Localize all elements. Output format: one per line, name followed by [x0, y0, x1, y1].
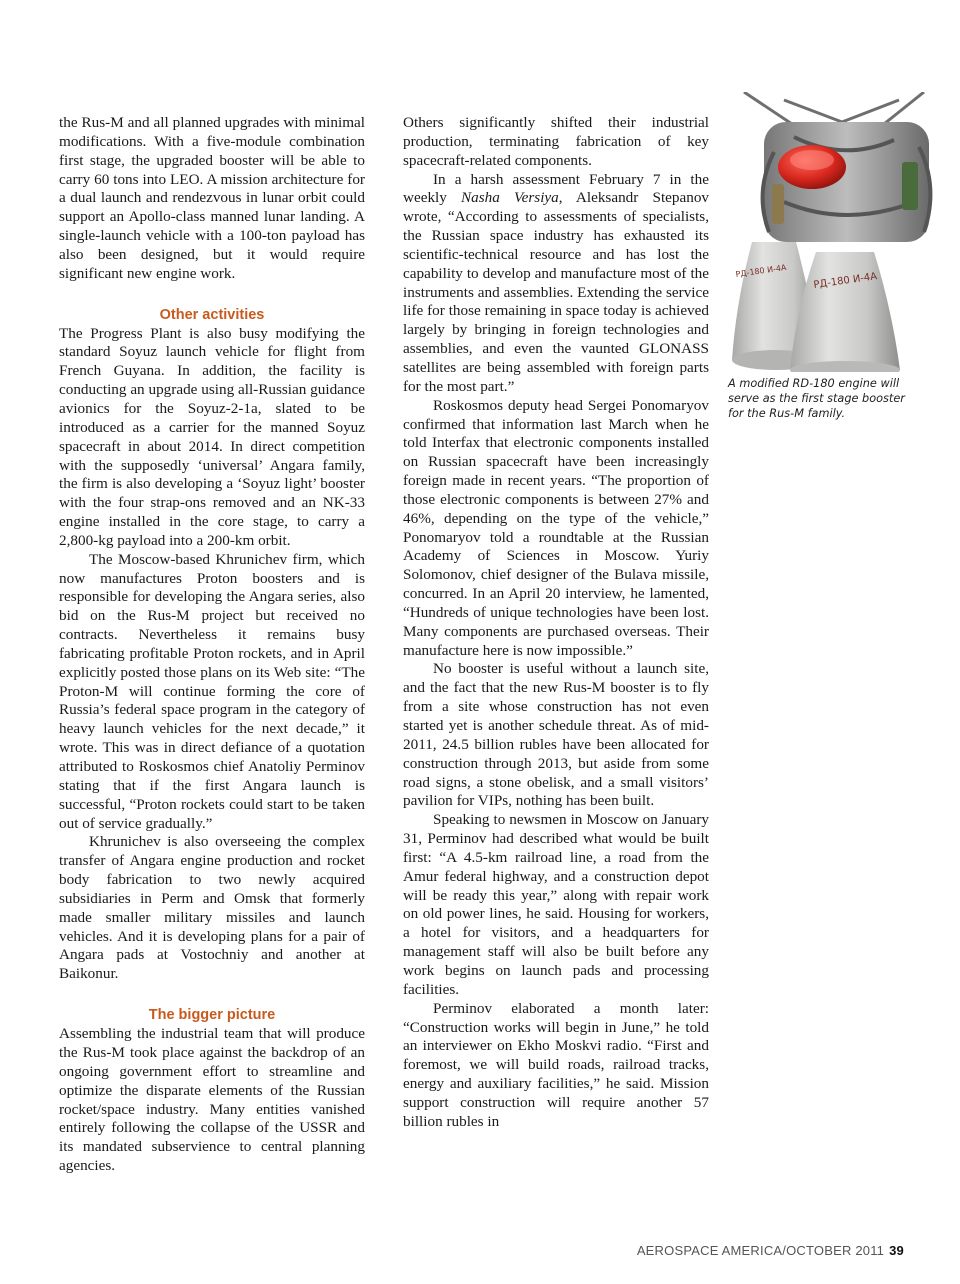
engine-component [772, 184, 784, 224]
journal-name: AEROSPACE AMERICA/OCTOBER 2011 [636, 1243, 885, 1258]
publication-title: Nasha Versiya [461, 189, 559, 207]
nozzle-right [790, 252, 900, 370]
article-column-2 [403, 114, 709, 1132]
figure-caption: A modified RD-180 engine will serve as the first stage booster for the Rus-M family. [728, 377, 905, 420]
paragraph: the Rus-M and all planned upgrades with minimal modifications. With a five-module combination first stage, the upgraded booster will be able to carry 60 tons into LEO. A mission architecture for a dual launch and rendezvous in lunar orbit could support an Apollo-class manned lunar landing. A single-launch vehicle with a 100-ton payload has also been designed, but it would require significant new engine work. [59, 114, 365, 282]
section-heading-other-activities: Other activities [159, 306, 265, 323]
engine-component [902, 162, 918, 210]
rd-180-engine-photo [724, 92, 960, 372]
paragraph-nasha-versiya [403, 171, 709, 397]
nozzle-label-right: РД-180 И-4А [812, 271, 878, 291]
paragraph: Assembling the industrial team that will produce the Rus-M took place against the backdrop of an ongoing government effort to streamline and optimize the disparate elements of the Russian rocket/space industry. Many entities vanished entirely following the collapse of the USSR and its mandated subservience to central planning agencies. [59, 1025, 365, 1175]
paragraph-text: , Aleksandr Stepanov wrote, “According to assessments of specialists, the Russian space industry has exhausted its scientific-technical resource and has lost the capability to develop and manufacture most of the instruments and assemblies. Extending the service life for those remaining in space today is achieved largely by bringing in foreign technologies and assemblies, and even the vaunted GLONASS satellites are being assembled with foreign parts for the most part.” [403, 189, 710, 395]
paragraph: No booster is useful without a launch site, and the fact that the new Rus-M booster is to fly from a site whose construction has not even started yet is another schedule threat. As of mid-2011, 24.5 billion rubles have been allocated for construction through 2013, but aside from some road signs, a stone obelisk, and a small visitors’ pavilion for VIPs, nothing has been built. [403, 660, 709, 810]
paragraph: Perminov elaborated a month later: “Construction works will begin in June,” he told an interviewer on Ekho Moskvi radio. “First and foremost, we will build roads, railroad tracks, energy and auxiliary facilities,” he said. Mission support construction will require another 57 billion rubles in [403, 999, 709, 1130]
page-number: 39 [889, 1243, 904, 1258]
nozzle-label-left: РД-180 И-4А [735, 262, 787, 279]
page-footer [637, 1243, 904, 1258]
paragraph-text: In a harsh assessment February 7 in the weekly [403, 170, 709, 207]
section-heading-bigger-picture: The bigger picture [148, 1007, 276, 1024]
paragraph: Speaking to newsmen in Moscow on January 31, Perminov had described what would be built first: “A 4.5-km railroad line, a road from the Amur federal highway, and a construction depot will be ready this year,” along with repair work on old power lines, he said. Housing for workers, a hotel for visitors, and a headquarters for management staff will also be built before any work begins on launch pads and processing facilities. [403, 811, 709, 998]
paragraph: Roskosmos deputy head Sergei Ponomaryov confirmed that information last March when he told Interfax that electronic components installed on Russian spacecraft have been increasingly foreign made in recent years. “The proportion of those electronic components is between 27% and 46%, depending on the type of the vehicle,” Ponomaryov told a roundtable at the Russian Academy of Sciences in Moscow. Yuriy Solomonov, chief designer of the Bulava missile, concurred. In an April 20 interview, he lamented, “Hundreds of unique technologies have been lost. Many components are purchased overseas. Their manufacture here is now impossible.” [403, 396, 709, 659]
paragraph: The Moscow-based Khrunichev firm, which now manufactures Proton boosters and is responsible for developing the Angara series, also bid on the Rus-M project but received no contracts. Nevertheless it remains busy fabricating profitable Proton rockets, and in April explicitly posted those plans on its Web site: “The Proton-M will continue forming the core of Russia’s federal space program in the category of heavy launch vehicles for the next decade,” it wrote. This was in direct defiance of a quotation attributed to Roskosmos chief Anatoliy Perminov stating that if the first Angara launch is successful, “Proton rockets could start to be taken out of service gradually.” [59, 550, 365, 832]
paragraph: Khrunichev is also overseeing the complex transfer of Angara engine production and rocket body fabrication to two newly acquired subsidiaries in Perm and Omsk that formerly made smaller military missiles and launch vehicles. And it is developing plans for a pair of Angara pads at Vostochniy and another at Baikonur. [59, 833, 365, 983]
paragraph: The Progress Plant is also busy modifying the standard Soyuz launch vehicle for flight from French Guyana. In addition, the facility is conducting an upgrade using all-Russian guidance avionics for the Soyuz-2-1a, slated to be introduced as a carrier for the manned Soyuz spacecraft in about 2014. In direct competition with the supposedly ‘universal’ Angara family, the firm is also developing a ‘Soyuz light’ booster with the four strap-ons removed and an NK-33 engine installed in the core stage, to carry a 2,800-kg payload into a 200-km orbit. [59, 324, 365, 549]
paragraph: Others significantly shifted their industrial production, terminating fabrication of key spacecraft-related components. [403, 114, 709, 169]
article-column-1 [59, 114, 365, 1176]
